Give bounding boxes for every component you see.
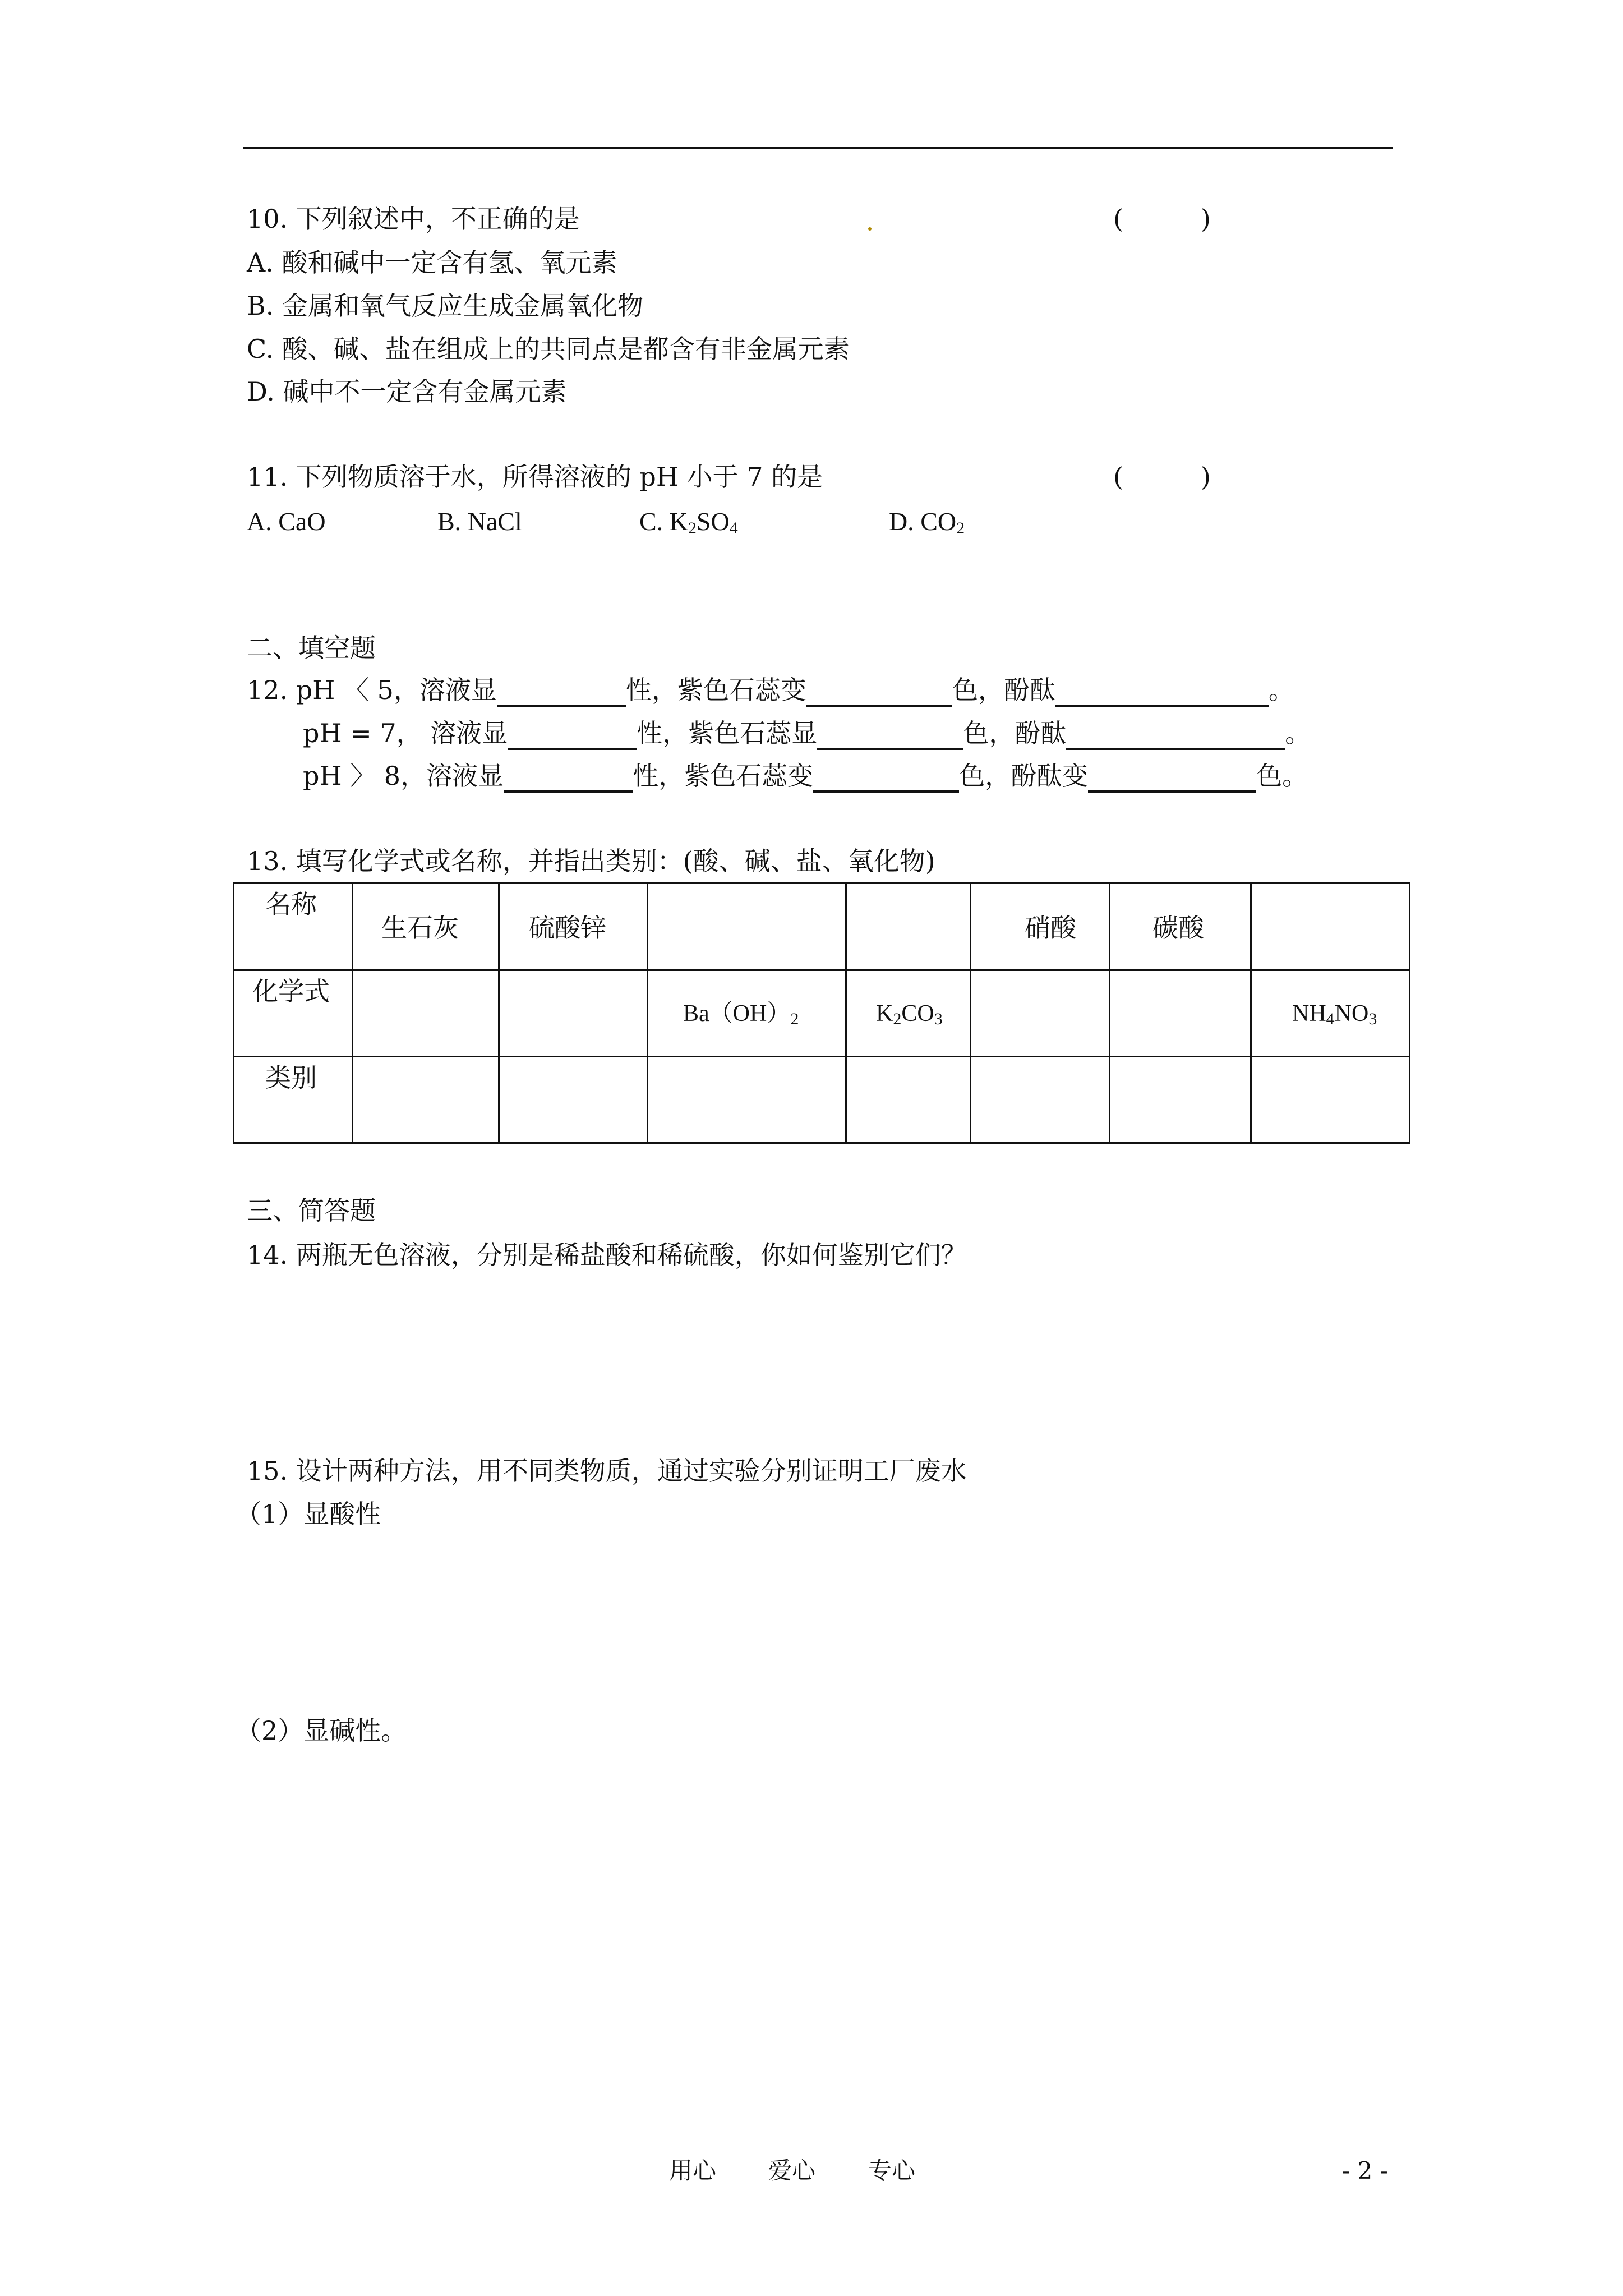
q11-option-c: C. $K_2SO_4$ <box>639 507 738 537</box>
name-cell: 生石灰 <box>381 913 459 943</box>
blank[interactable] <box>497 677 626 707</box>
table-cell <box>234 970 353 1057</box>
q10-answer-paren: ( ) <box>1113 204 1211 234</box>
blank[interactable] <box>1088 762 1256 793</box>
table-cell[interactable] <box>971 1057 1110 1143</box>
table-cell <box>234 1057 353 1143</box>
table-cell[interactable] <box>353 1057 499 1143</box>
table-cell <box>846 970 971 1057</box>
table-cell <box>648 970 846 1057</box>
q11-stem: 11. 下列物质溶于水，所得溶液的 pH 小于 7 的是 <box>247 462 823 492</box>
page-number: - 2 - <box>1342 2157 1388 2184</box>
footer-slogan-1: 用心 <box>669 2157 717 2184</box>
table-cell[interactable] <box>353 970 499 1057</box>
q12-line-2: pH = 7， 溶液显 性，紫色石蕊显 色，酚酞 。 <box>303 716 1311 750</box>
name-cell: 硫酸锌 <box>529 913 606 943</box>
q10-stem: 10. 下列叙述中，不正确的是 <box>247 204 580 234</box>
q11-option-a: A. CaO <box>247 507 326 536</box>
table-cell[interactable] <box>1251 1057 1410 1143</box>
table-cell <box>1110 884 1251 970</box>
q12-line-1: 12. pH 〈 5，溶液显 性，紫色石蕊变 色，酚酞 。 <box>247 673 1294 707</box>
table-cell <box>971 884 1110 970</box>
table-cell[interactable] <box>499 1057 648 1143</box>
formula-cell: $Ba(OH)_2$ <box>683 1001 799 1028</box>
blank[interactable] <box>508 720 637 750</box>
blank[interactable] <box>504 762 633 793</box>
table-cell <box>499 884 648 970</box>
footer-slogan-2: 爱心 <box>768 2157 816 2184</box>
q10-option-a: A. 酸和碱中一定含有氢、氧元素 <box>247 247 617 278</box>
q15-stem: 15. 设计两种方法，用不同类物质，通过实验分别证明工厂废水 <box>247 1456 967 1486</box>
table-cell <box>353 884 499 970</box>
table-cell[interactable] <box>648 884 846 970</box>
table-cell[interactable] <box>846 884 971 970</box>
name-cell: 硝酸 <box>1025 913 1076 943</box>
row-header-name: 名称 <box>265 889 317 919</box>
q13-stem: 13. 填写化学式或名称，并指出类别：(酸、碱、盐、氧化物) <box>247 846 935 876</box>
q15-part-2: （2）显碱性。 <box>236 1715 407 1746</box>
row-header-formula: 化学式 <box>252 976 330 1006</box>
table-cell[interactable] <box>499 970 648 1057</box>
q10-option-d: D. 碱中不一定含有金属元素 <box>247 376 567 407</box>
table-cell[interactable] <box>1251 884 1410 970</box>
table-cell[interactable] <box>1110 1057 1251 1143</box>
name-cell: 碳酸 <box>1152 913 1204 943</box>
table-cell[interactable] <box>648 1057 846 1143</box>
q11-answer-paren: ( ) <box>1113 462 1211 492</box>
blank[interactable] <box>1066 720 1285 750</box>
blank[interactable] <box>817 720 963 750</box>
blank[interactable] <box>1055 677 1269 707</box>
q10-option-b: B. 金属和氧气反应生成金属氧化物 <box>247 291 644 321</box>
stray-dot <box>868 227 872 231</box>
header-rule <box>243 147 1393 149</box>
blank[interactable] <box>806 677 952 707</box>
table-cell[interactable] <box>846 1057 971 1143</box>
table-cell <box>234 884 353 970</box>
q14-stem: 14. 两瓶无色溶液，分别是稀盐酸和稀硫酸，你如何鉴别它们？ <box>247 1240 967 1270</box>
table-cell <box>1251 970 1410 1057</box>
row-header-category: 类别 <box>265 1062 317 1093</box>
q11-option-b: B. NaCl <box>437 507 522 536</box>
blank[interactable] <box>813 762 959 793</box>
q11-option-d: D. $CO_2$ <box>889 507 965 537</box>
formula-cell: $K_2CO_3$ <box>876 1001 943 1028</box>
q15-part-1: （1）显酸性 <box>236 1499 381 1529</box>
section-title-short-answer: 三、简答题 <box>247 1195 376 1226</box>
formula-cell: $NH_4NO_3$ <box>1292 1001 1377 1028</box>
q13-table <box>233 882 1410 1144</box>
q10-option-c: C. 酸、碱、盐在组成上的共同点是都含有非金属元素 <box>247 334 850 364</box>
footer-slogan-3: 专心 <box>868 2157 916 2184</box>
q12-line-3: pH 〉 8，溶液显 性，紫色石蕊变 色，酚酞变 色。 <box>303 759 1308 793</box>
table-cell[interactable] <box>971 970 1110 1057</box>
section-title-fill-in: 二、填空题 <box>247 633 376 663</box>
table-cell[interactable] <box>1110 970 1251 1057</box>
